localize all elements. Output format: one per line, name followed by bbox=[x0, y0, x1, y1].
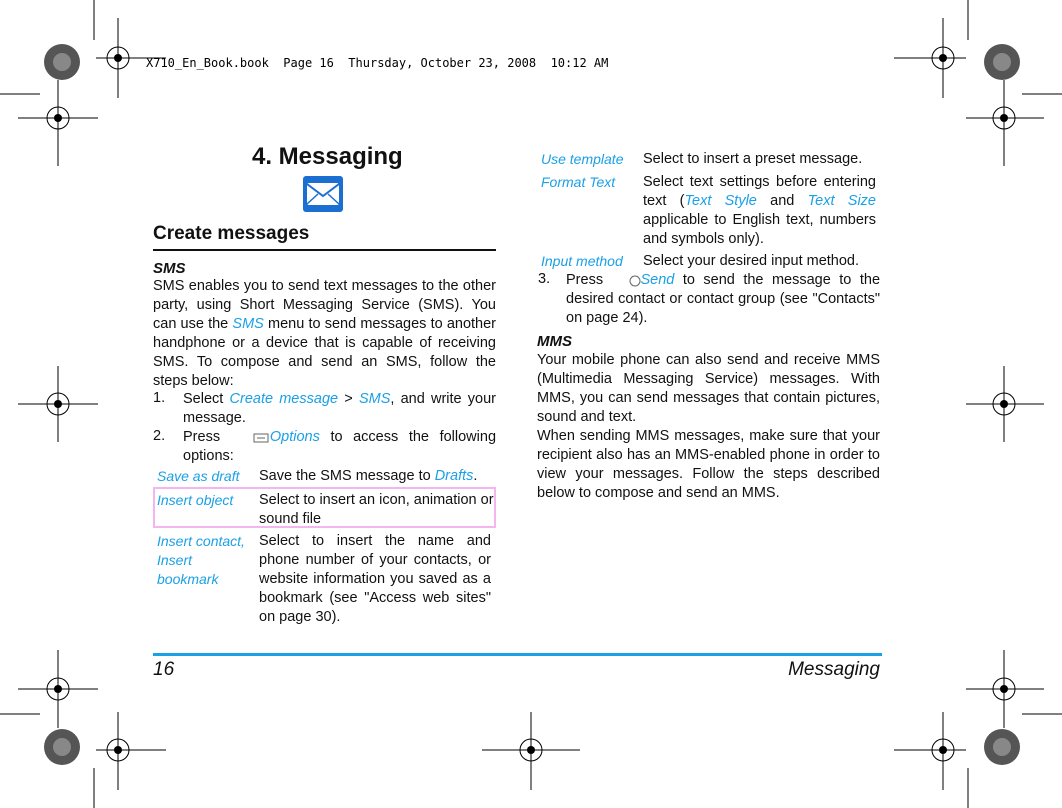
step1-number: 1. bbox=[153, 390, 166, 406]
option-use-template-desc: Select to insert a preset message. bbox=[643, 151, 863, 167]
step3-text: Press Send to send the message to the desired contact or contact group (see "Contacts" on page 24). bbox=[566, 272, 881, 326]
mms-para-2: When sending MMS messages, make sure that your recipient also has an MMS-enabled phone in order to view your messages. Follow the steps described below to compose and send an MMS. bbox=[537, 428, 880, 501]
option-use-template: Use template bbox=[541, 151, 624, 167]
footer-rule bbox=[153, 653, 882, 656]
page-number: 16 bbox=[153, 659, 175, 680]
option-insert-contact-desc: Select to insert the name and phone number of your contacts, or website information you saved as a bookmark (see "Access web sites" on page 30). bbox=[259, 533, 491, 625]
mms-para-1: Your mobile phone can also send and receive MMS (Multimedia Messaging Service) messages. With MMS, you can send messages that contain pictures, sound and text. bbox=[537, 352, 880, 425]
sms-menu-ref: SMS bbox=[232, 316, 264, 332]
section-title: Create messages bbox=[153, 223, 310, 244]
sms-intro: SMS enables you to send text messages to the other party, using Short Messaging Service (SMS). You can use the SMS menu to send messages to another handphone or a device that is capable of receiving SMS. To compose and send an SMS, follow the steps below: bbox=[153, 278, 496, 389]
option-input-method-desc: Select your desired input method. bbox=[643, 253, 860, 269]
sms-heading: SMS bbox=[153, 260, 186, 277]
option-insert-object-desc: Select to insert an icon, animation or sound file bbox=[259, 492, 494, 527]
running-footer-chapter: Messaging bbox=[788, 659, 880, 680]
option-save-as-draft-desc: Save the SMS message to Drafts. bbox=[259, 468, 478, 484]
chapter-title: 4. Messaging bbox=[252, 143, 403, 170]
option-input-method: Input method bbox=[541, 253, 623, 269]
step2-text: Press Options to access the following options: bbox=[183, 429, 497, 464]
step3-number: 3. bbox=[538, 271, 551, 287]
step1-text: Select Create message > SMS, and write your message. bbox=[183, 391, 497, 426]
option-save-as-draft: Save as draft bbox=[157, 468, 240, 484]
envelope-icon bbox=[302, 175, 344, 213]
option-insert-object: Insert object bbox=[157, 492, 234, 508]
mms-heading: MMS bbox=[537, 333, 572, 350]
step2-number: 2. bbox=[153, 428, 166, 444]
section-rule bbox=[153, 249, 496, 251]
softkey-icon bbox=[252, 431, 270, 443]
print-slug: X710_En_Book.book Page 16 Thursday, October 23, 2008 10:12 AM bbox=[146, 56, 609, 70]
option-format-text: Format Text bbox=[541, 174, 616, 190]
ok-key-icon bbox=[629, 274, 641, 286]
option-format-text-desc: Select text settings before entering text (Text Style and Text Size applicable to English text, numbers and symbols only). bbox=[643, 174, 876, 247]
option-insert-contact: Insert contact, Insert bookmark bbox=[157, 533, 245, 587]
